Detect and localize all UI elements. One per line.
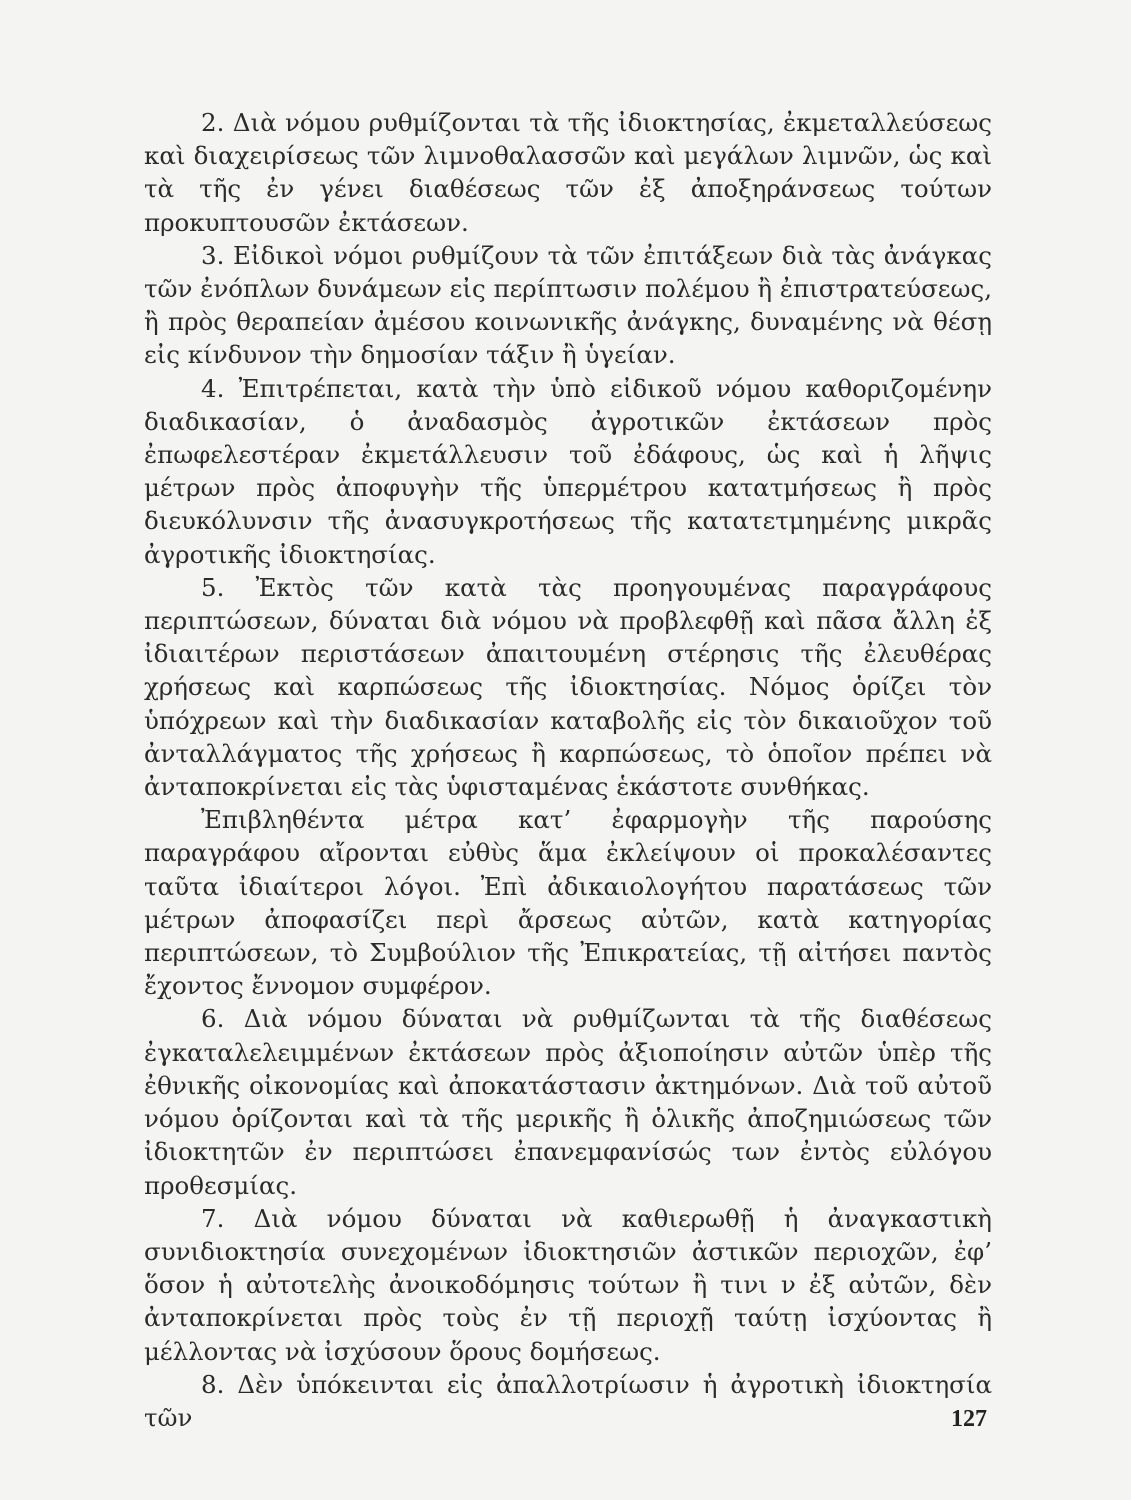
paragraph-2: 2. Διὰ νόμου ρυθμίζονται τὰ τῆς ἰδιοκτησίας, ἐκμεταλλεύσεως καὶ διαχειρίσεως τῶν λιμνοθαλασσῶν καὶ μεγάλων λιμνῶν, ὡς καὶ τὰ τῆς ἐν γένει διαθέσεως τῶν ἐξ ἀποξηράνσεως τούτων προκυπτουσῶν ἐκτάσεων. — [144, 108, 992, 237]
paragraph-6: 6. Διὰ νόμου δύναται νὰ ρυθμίζωνται τὰ τῆς διαθέσεως ἐγκαταλελειμμένων ἐκτάσεων πρὸς ἀξιοποίησιν αὐτῶν ὑπὲρ τῆς ἐθνικῆς οἰκονομίας καὶ ἀποκατάστασιν ἀκτημόνων. Διὰ τοῦ αὐτοῦ νόμου ὁρίζονται καὶ τὰ τῆς μερικῆς ἢ ὁλικῆς ἀποζημιώσεως τῶν ἰδιοκτητῶν ἐν περιπτώσει ἐπανεμφανίσώς των ἐντὸς εὐλόγου προθεσμίας. — [144, 1004, 992, 1200]
paragraph-4: 4. Ἐπιτρέπεται, κατὰ τὴν ὑπὸ εἰδικοῦ νόμου καθοριζομένην διαδικασίαν, ὁ ἀναδασμὸς ἀγροτικῶν ἐκτάσεων πρὸς ἐπωφελεστέραν ἐκμετάλλευσιν τοῦ ἐδάφους, ὡς καὶ ἡ λῆψις μέτρων πρὸς ἀποφυγὴν τῆς ὑπερμέτρου κατατμήσεως ἢ πρὸς διευκόλυνσιν τῆς ἀνασυγκροτήσεως τῆς κατατετμημένης μικρᾶς ἀγροτικῆς ἰδιοκτησίας. — [144, 373, 992, 569]
paragraph-3: 3. Εἰδικοὶ νόμοι ρυθμίζουν τὰ τῶν ἐπιτάξεων διὰ τὰς ἀνάγκας τῶν ἐνόπλων δυνάμεων εἰς περίπτωσιν πολέμου ἢ ἐπιστρατεύσεως, ἢ πρὸς θεραπείαν ἀμέσου κοινωνικῆς ἀνάγκης, δυναμένης νὰ θέσῃ εἰς κίνδυνον τὴν δημοσίαν τάξιν ἢ ὑγείαν. — [144, 240, 992, 370]
paragraph-8: 8. Δὲν ὑπόκεινται εἰς ἀπαλλοτρίωσιν ἡ ἀγροτικὴ ἰδιοκτησία τῶν — [144, 1369, 992, 1432]
paragraph-5: 5. Ἐκτὸς τῶν κατὰ τὰς προηγουμένας παραγράφους περιπτώσεων, δύναται διὰ νόμου νὰ προβλεφθῇ καὶ πᾶσα ἄλλη ἐξ ἰδιαιτέρων περιστάσεων ἀπαιτουμένη στέρησις τῆς ἐλευθέρας χρήσεως καὶ καρπώσεως τῆς ἰδιοκτησίας. Νόμος ὁρίζει τὸν ὑπόχρεων καὶ τὴν διαδικασίαν καταβολῆς εἰς τὸν δικαιοῦχον τοῦ ἀνταλλάγματος τῆς χρήσεως ἢ καρπώσεως, τὸ ὁποῖον πρέπει νὰ ἀνταποκρίνεται εἰς τὰς ὑφισταμένας ἑκάστοτε συνθήκας. — [144, 572, 992, 802]
body-text — [144, 106, 992, 1434]
paragraph-7: 7. Διὰ νόμου δύναται νὰ καθιερωθῇ ἡ ἀναγκαστικὴ συνιδιοκτησία συνεχομένων ἰδιοκτησιῶν ἀστικῶν περιοχῶν, ἐφ’ ὅσον ἡ αὐτοτελὴς ἀνοικοδόμησις τούτων ἢ τινι ν ἐξ αὐτῶν, δὲν ἀνταποκρίνεται πρὸς τοὺς ἐν τῇ περιοχῇ ταύτῃ ἰσχύοντας ἢ μέλλοντας νὰ ἰσχύσουν ὅρους δομήσεως. — [144, 1203, 992, 1366]
paragraph-5-continuation: Ἐπιβληθέντα μέτρα κατ’ ἐφαρμογὴν τῆς παρούσης παραγράφου αἴρονται εὐθὺς ἅμα ἐκλείψουν οἱ προκαλέσαντες ταῦτα ἰδιαίτεροι λόγοι. Ἐπὶ ἀδικαιολογήτου παρατάσεως τῶν μέτρων ἀποφασίζει περὶ ἄρσεως αὐτῶν, κατὰ κατηγορίας περιπτώσεων, τὸ Συμβούλιον τῆς Ἐπικρατείας, τῇ αἰτήσει παντὸς ἔχοντος ἔννομον συμφέρον. — [144, 805, 992, 1001]
page-number: 127 — [951, 1406, 987, 1432]
